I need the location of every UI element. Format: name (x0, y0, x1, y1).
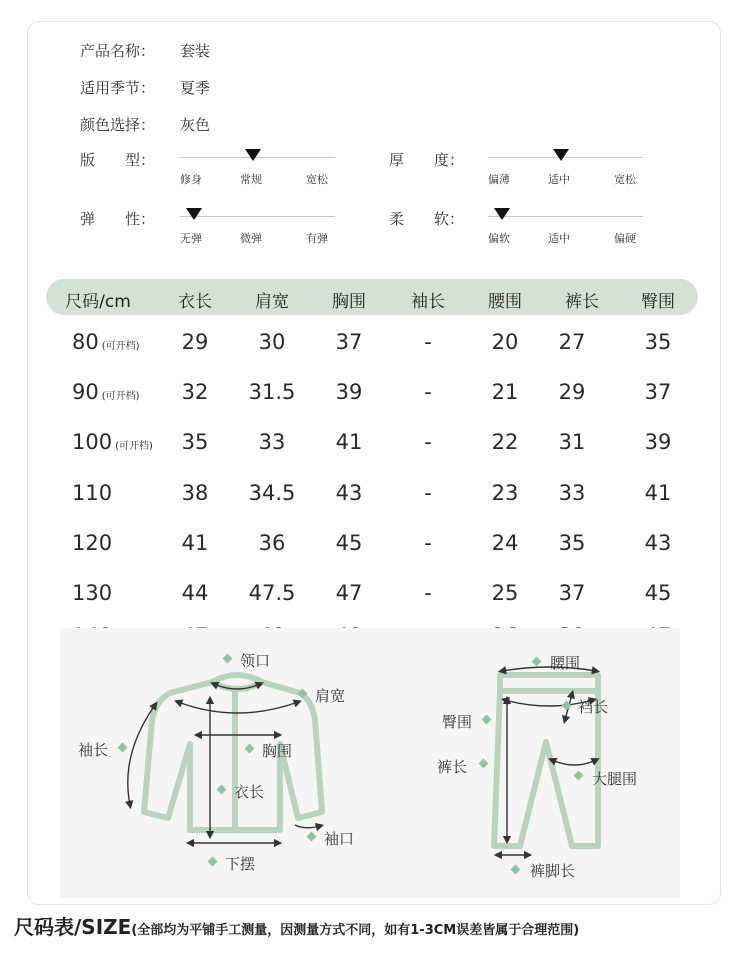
table-cell: 43 (644, 531, 672, 555)
table-cell: 29 (558, 380, 586, 404)
table-cell: 34.5 (248, 481, 296, 505)
table-cell: 32 (181, 380, 209, 404)
label-shoulder: 肩宽 (315, 687, 346, 705)
label-length: 衣长 (234, 783, 265, 801)
label-pants-length: 裤长 (437, 758, 468, 776)
table-cell: 33 (558, 481, 586, 505)
elasticity-option: 有弹 (306, 232, 328, 245)
size-note: (可开档) (101, 391, 140, 402)
thickness-option: 适中 (548, 173, 570, 186)
fit-option: 常规 (240, 173, 262, 186)
table-cell: - (424, 481, 432, 505)
size-value: 80 (72, 330, 99, 354)
header-hip: 臀围 (641, 292, 675, 312)
season-label: 适用季节： (80, 79, 156, 97)
footer-title (14, 911, 579, 940)
table-cell: - (424, 330, 432, 354)
label-thigh: 大腿围 (592, 770, 638, 788)
elasticity-option: 微弹 (240, 232, 262, 245)
shirt-outline (144, 675, 322, 830)
softness-option: 偏软 (488, 232, 510, 245)
label-hip: 臀围 (442, 713, 473, 731)
header-sleeve: 袖长 (411, 292, 445, 312)
size-note: (可开档) (115, 441, 153, 452)
table-cell: 36 (258, 531, 286, 555)
label-waist: 腰围 (550, 654, 581, 672)
table-cell: 37 (644, 380, 672, 404)
table-cell: 29 (181, 330, 209, 354)
softness-option: 偏硬 (614, 232, 636, 245)
table-cell: 25 (491, 581, 519, 605)
header-shoulder: 肩宽 (255, 292, 289, 312)
table-cell: 20 (491, 330, 519, 354)
footer-note: (全部均为平铺手工测量，因测量方式不同，如有1-3CM误差皆属于合理范围) (131, 923, 580, 938)
size-note: (可开档) (101, 341, 140, 352)
fit-option: 宽松 (306, 173, 328, 186)
table-cell: 22 (491, 430, 519, 454)
thickness-option: 偏薄 (488, 173, 510, 186)
label-chest: 胸围 (262, 742, 293, 760)
table-cell: - (424, 581, 432, 605)
table-cell: - (424, 380, 432, 404)
thickness-label: 厚 度： (389, 151, 465, 169)
label-hem: 下摆 (225, 855, 256, 873)
label-sleeve: 袖长 (78, 741, 109, 759)
label-collar: 领口 (240, 652, 271, 670)
label-leg-opening: 裤脚长 (530, 862, 576, 880)
thickness-option: 宽松 (614, 173, 636, 186)
footer-heading: 尺码表/SIZE (14, 915, 132, 939)
size-value: 130 (72, 581, 113, 605)
size-value: 110 (72, 481, 113, 505)
color-label: 颜色选择： (80, 116, 156, 134)
product-name-value: 套装 (180, 42, 211, 60)
elasticity-label: 弹 性： (80, 210, 156, 228)
fit-option: 修身 (180, 173, 202, 186)
table-cell: 23 (491, 481, 519, 505)
table-cell: 33 (258, 430, 286, 454)
table-cell: 35 (181, 430, 209, 454)
header-pants-length: 裤长 (565, 292, 599, 312)
table-cell: 37 (558, 581, 586, 605)
table-cell: 24 (491, 531, 519, 555)
table-cell: 41 (644, 481, 672, 505)
header-length: 衣长 (178, 292, 212, 312)
table-cell: 45 (644, 581, 672, 605)
table-cell: 37 (335, 330, 363, 354)
label-cuff: 袖口 (324, 830, 355, 848)
softness-label: 柔 软： (389, 210, 465, 228)
table-cell: 43 (335, 481, 363, 505)
table-cell: 44 (181, 581, 209, 605)
size-value: 100 (72, 430, 113, 454)
season-value: 夏季 (180, 79, 211, 97)
table-cell: 31.5 (248, 380, 296, 404)
table-cell: 45 (335, 531, 363, 555)
table-cell: - (424, 531, 432, 555)
header-waist: 腰围 (488, 292, 522, 312)
color-value: 灰色 (180, 116, 211, 134)
table-cell: 39 (644, 430, 672, 454)
table-cell: 47.5 (248, 581, 296, 605)
fit-label: 版 型： (80, 151, 156, 169)
size-value: 90 (72, 380, 99, 404)
table-cell: 39 (335, 380, 363, 404)
table-cell: 27 (558, 330, 586, 354)
table-cell: - (424, 430, 432, 454)
elasticity-option: 无弹 (180, 232, 202, 245)
size-value: 120 (72, 531, 113, 555)
softness-option: 适中 (548, 232, 570, 245)
header-size: 尺码/cm (65, 292, 131, 312)
table-cell: 41 (181, 531, 209, 555)
table-cell: 35 (558, 531, 586, 555)
product-name-label: 产品名称： (80, 42, 156, 60)
table-cell: 38 (181, 481, 209, 505)
table-cell: 47 (335, 581, 363, 605)
table-cell: 31 (558, 430, 586, 454)
table-cell: 30 (258, 330, 286, 354)
header-chest: 胸围 (332, 292, 366, 312)
table-cell: 41 (335, 430, 363, 454)
table-cell: 35 (644, 330, 672, 354)
label-crotch: 裆长 (578, 698, 609, 716)
table-cell: 21 (491, 380, 519, 404)
